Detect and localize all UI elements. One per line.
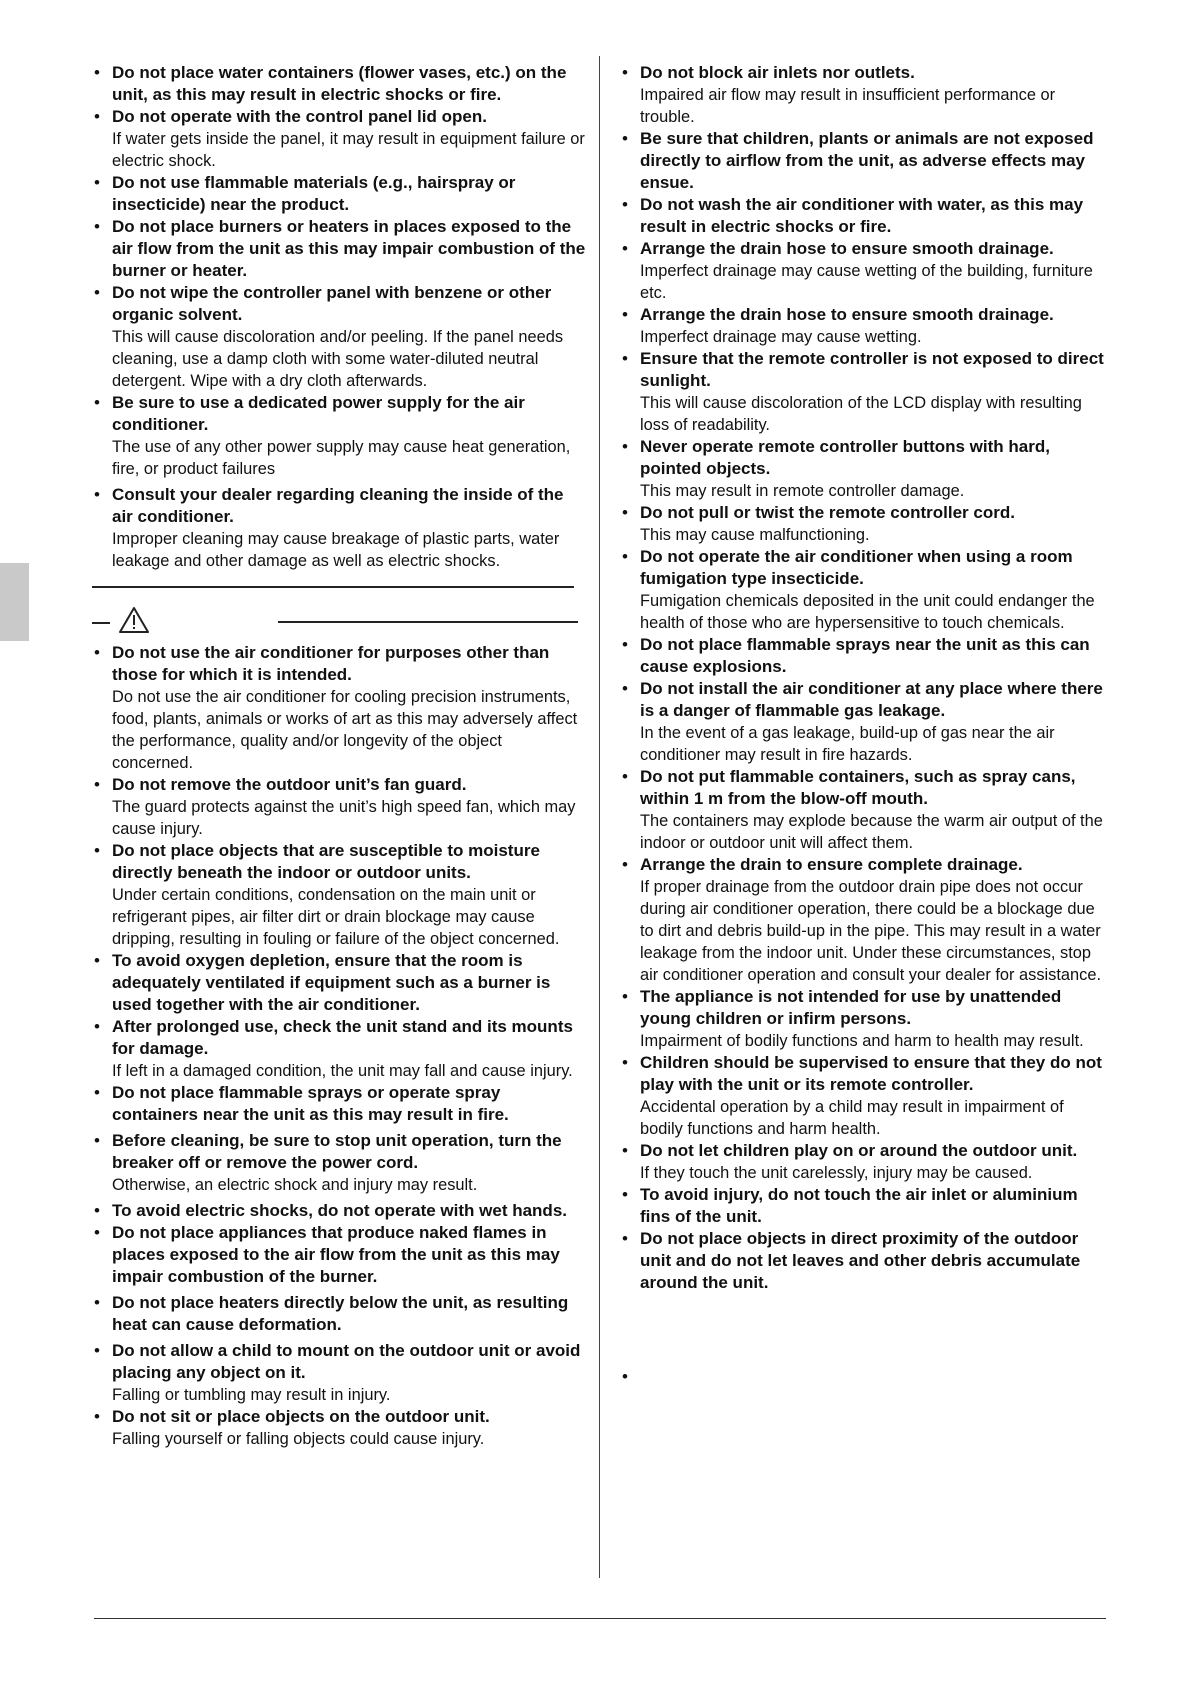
list-item [620, 1140, 1110, 1184]
item-heading: • Do not use the air conditioner for purposes other than those for which it is intended. [112, 643, 550, 684]
right-column [620, 62, 1110, 1388]
list-item [620, 766, 1110, 854]
item-body: Improper cleaning may cause breakage of plastic parts, water leakage and other damage as well as electric shocks. [112, 530, 560, 570]
item-heading: • Do not block air inlets nor outlets. [640, 63, 915, 82]
list-item [92, 1200, 587, 1222]
column-divider [599, 56, 600, 1578]
item-body: Imperfect drainage may cause wetting of the building, furniture etc. [640, 262, 1093, 302]
list-item [620, 546, 1110, 634]
item-body: If left in a damaged condition, the unit may fall and cause injury. [112, 1062, 573, 1080]
item-heading: • Do not place objects in direct proximity of the outdoor unit and do not let leaves and other debris accumulate around the unit. [640, 1229, 1081, 1292]
page-edge-tab [0, 563, 29, 641]
caution-heading [92, 602, 587, 642]
item-heading: • Do not use flammable materials (e.g., hairspray or insecticide) near the product. [112, 173, 516, 214]
list-item [620, 1184, 1110, 1228]
item-heading: • Do not remove the outdoor unit’s fan guard. [112, 775, 467, 794]
list-item [92, 642, 587, 774]
item-heading: • Do not place flammable sprays or operate spray containers near the unit as this may result in fire. [112, 1083, 509, 1124]
left-column [92, 62, 587, 1450]
item-body: This will cause discoloration of the LCD display with resulting loss of readability. [640, 394, 1082, 434]
item-body: The containers may explode because the warm air output of the indoor or outdoor unit will affect them. [640, 812, 1103, 852]
caution-dash [92, 622, 110, 624]
list-item [92, 1406, 587, 1450]
item-heading: • The appliance is not intended for use by unattended young children or infirm persons. [640, 987, 1062, 1028]
list-item [620, 502, 1110, 546]
item-heading: • Do not install the air conditioner at any place where there is a danger of flammable gas leakage. [640, 679, 1103, 720]
item-body: This may cause malfunctioning. [640, 526, 870, 544]
item-heading: • Arrange the drain hose to ensure smooth drainage. [640, 239, 1054, 258]
caution-list [92, 642, 587, 1450]
item-heading: • Never operate remote controller buttons with hard, pointed objects. [640, 437, 1050, 478]
list-item [92, 1016, 587, 1082]
item-heading: • Be sure that children, plants or animals are not exposed directly to airflow from the unit, as adverse effects may ensue. [640, 129, 1094, 192]
item-heading: • To avoid injury, do not touch the air inlet or aluminium fins of the unit. [640, 1185, 1078, 1226]
list-item [92, 172, 587, 216]
item-body: This will cause discoloration and/or peeling. If the panel needs cleaning, use a damp cloth with some water-diluted neutral detergent. Wipe with a dry cloth afterwards. [112, 328, 564, 390]
list-item [92, 484, 587, 572]
list-item [92, 840, 587, 950]
item-heading: • Arrange the drain to ensure complete drainage. [640, 855, 1023, 874]
item-heading: • Children should be supervised to ensure that they do not play with the unit or its remote controller. [640, 1053, 1102, 1094]
item-body: Falling yourself or falling objects could cause injury. [112, 1430, 485, 1448]
list-item [92, 282, 587, 392]
list-item [620, 854, 1110, 986]
item-body: If proper drainage from the outdoor drain pipe does not occur during air conditioner operation, there could be a blockage due to dirt and debris build-up in the pipe. This may result in a water leakage from the indoor unit. Under these circumstances, stop air conditioner operation and consult your dealer for assistance. [640, 878, 1102, 984]
footer-rule [94, 1618, 1106, 1619]
item-heading: • Do not put flammable containers, such as spray cans, within 1 m from the blow-off mouth. [640, 767, 1076, 808]
list-item [620, 436, 1110, 502]
list-item [620, 304, 1110, 348]
list-item [92, 1130, 587, 1196]
list-item [620, 238, 1110, 304]
item-heading: • Do not place water containers (flower vases, etc.) on the unit, as this may result in electric shocks or fire. [112, 63, 567, 104]
item-heading: • Be sure to use a dedicated power supply for the air conditioner. [112, 393, 525, 434]
list-item [92, 106, 587, 172]
item-body: Accidental operation by a child may result in impairment of bodily functions and harm health. [640, 1098, 1064, 1138]
list-item [620, 986, 1110, 1052]
item-body: The guard protects against the unit’s high speed fan, which may cause injury. [112, 798, 576, 838]
precaution-list [620, 62, 1110, 1388]
list-item [620, 194, 1110, 238]
list-item [92, 1082, 587, 1126]
item-heading: • Do not place flammable sprays near the unit as this can cause explosions. [640, 635, 1090, 676]
list-item [92, 216, 587, 282]
warning-list [92, 62, 587, 572]
list-item [92, 62, 587, 106]
item-heading: • To avoid oxygen depletion, ensure that the room is adequately ventilated if equipment such as a burner is used together with the air conditioner. [112, 951, 551, 1014]
item-heading: • Do not allow a child to mount on the outdoor unit or avoid placing any object on it. [112, 1341, 581, 1382]
item-body: If water gets inside the panel, it may result in equipment failure or electric shock. [112, 130, 585, 170]
warning-triangle-icon [118, 606, 150, 634]
item-heading: • Do not place burners or heaters in places exposed to the air flow from the unit as this may impair combustion of the burner or heater. [112, 217, 586, 280]
item-heading: • Do not place objects that are susceptible to moisture directly beneath the indoor or outdoor units. [112, 841, 540, 882]
list-item [620, 128, 1110, 194]
list-item [620, 634, 1110, 678]
list-item [620, 678, 1110, 766]
caution-rule [278, 621, 578, 623]
item-body: Imperfect drainage may cause wetting. [640, 328, 922, 346]
empty-list-item [620, 1366, 1110, 1388]
item-heading: • Do not operate the air conditioner when using a room fumigation type insecticide. [640, 547, 1073, 588]
item-body: Otherwise, an electric shock and injury may result. [112, 1176, 478, 1194]
item-heading: • Do not place appliances that produce naked flames in places exposed to the air flow from the unit as this may impair combustion of the burner. [112, 1223, 560, 1286]
list-item [92, 1222, 587, 1288]
list-item [92, 1292, 587, 1336]
item-heading: • Do not place heaters directly below the unit, as resulting heat can cause deformation. [112, 1293, 569, 1334]
item-body: Under certain conditions, condensation on the main unit or refrigerant pipes, air filter dirt or drain blockage may cause dripping, resulting in fouling or failure of the object concerned. [112, 886, 560, 948]
item-body: Falling or tumbling may result in injury. [112, 1386, 391, 1404]
list-item [620, 1052, 1110, 1140]
item-heading: • Before cleaning, be sure to stop unit operation, turn the breaker off or remove the power cord. [112, 1131, 562, 1172]
list-item [620, 348, 1110, 436]
list-item [92, 774, 587, 840]
item-heading: • After prolonged use, check the unit stand and its mounts for damage. [112, 1017, 573, 1058]
item-body: This may result in remote controller damage. [640, 482, 965, 500]
list-item [620, 62, 1110, 128]
item-body: Do not use the air conditioner for cooling precision instruments, food, plants, animals or works of art as this may adversely affect the performance, quality and/or longevity of the object concerned. [112, 688, 578, 772]
item-body: In the event of a gas leakage, build-up of gas near the air conditioner may result in fire hazards. [640, 724, 1055, 764]
item-body: Fumigation chemicals deposited in the unit could endanger the health of those who are hypersensitive to touch chemicals. [640, 592, 1095, 632]
item-heading: • Do not let children play on or around the outdoor unit. [640, 1141, 1078, 1160]
list-item [92, 392, 587, 480]
item-heading: • Ensure that the remote controller is not exposed to direct sunlight. [640, 349, 1104, 390]
item-heading: • Do not operate with the control panel lid open. [112, 107, 487, 126]
item-heading: • Do not wipe the controller panel with benzene or other organic solvent. [112, 283, 552, 324]
item-body: Impairment of bodily functions and harm to health may result. [640, 1032, 1084, 1050]
item-body: If they touch the unit carelessly, injury may be caused. [640, 1164, 1033, 1182]
item-heading: • Consult your dealer regarding cleaning the inside of the air conditioner. [112, 485, 564, 526]
item-heading: • To avoid electric shocks, do not operate with wet hands. [112, 1201, 567, 1220]
list-item [92, 1340, 587, 1406]
item-body: Impaired air flow may result in insufficient performance or trouble. [640, 86, 1056, 126]
item-heading: • Do not pull or twist the remote controller cord. [640, 503, 1015, 522]
item-body: The use of any other power supply may cause heat generation, fire, or product failures [112, 438, 571, 478]
list-item [620, 1228, 1110, 1294]
item-heading: • Arrange the drain hose to ensure smooth drainage. [640, 305, 1054, 324]
item-heading: • Do not sit or place objects on the outdoor unit. [112, 1407, 490, 1426]
list-item [92, 950, 587, 1016]
section-rule [92, 586, 574, 588]
item-heading: • Do not wash the air conditioner with water, as this may result in electric shocks or fire. [640, 195, 1084, 236]
